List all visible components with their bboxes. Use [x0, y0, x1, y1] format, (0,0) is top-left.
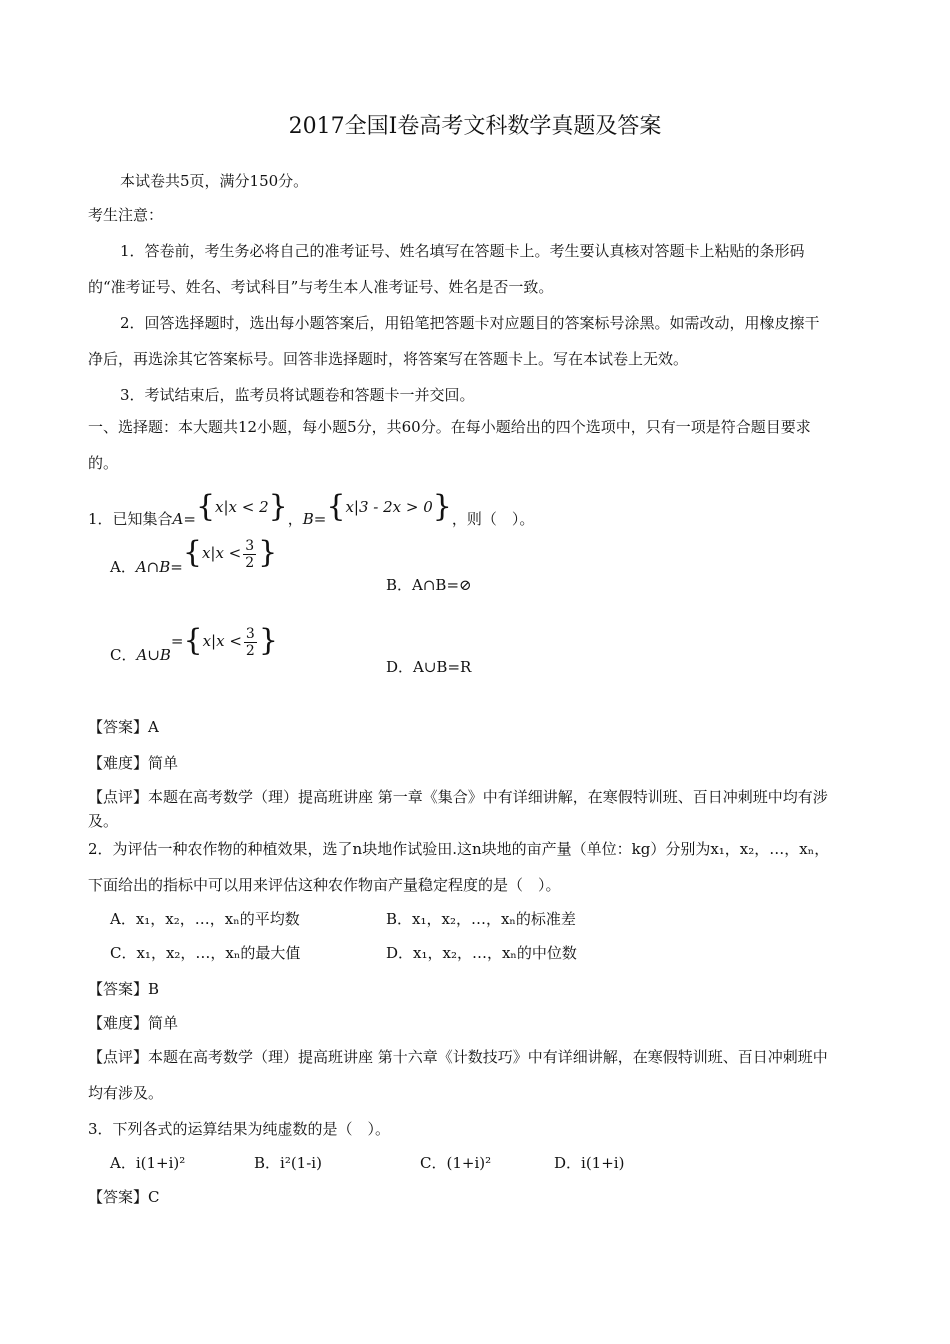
q1-option-c: C．A∪B={x|x < $\frac{3}{2}$ }	[110, 623, 278, 664]
notice-1b: 的“准考证号、姓名、考试科目”与考生本人准考证号、姓名是否一致。	[88, 278, 554, 296]
section1-heading-a: 一、选择题：本大题共12小题，每小题5分，共60分。在每小题给出的四个选项中，只有一项是符合题目要求	[88, 418, 811, 436]
q1-difficulty: 【难度】简单	[88, 754, 179, 772]
notice-1a: 1．答卷前，考生务必将自己的准考证号、姓名填写在答题卡上。考生要认真核对答题卡上粘贴的条形码	[120, 242, 805, 260]
q2-stem-a: 2．为评估一种农作物的种植效果，选了n块地作试验田.这n块地的亩产量（单位：kg）分别为x₁，x₂，…，xₙ，	[88, 840, 830, 858]
notice-heading: 考生注意：	[88, 206, 164, 224]
page-title: 2017全国Ⅰ卷高考文科数学真题及答案	[288, 114, 662, 139]
q3-answer: 【答案】C	[88, 1188, 160, 1206]
q1-set-b: x|3 - 2x > 0	[345, 498, 433, 516]
notice-2a: 2．回答选择题时，选出每小题答案后，用铅笔把答题卡对应题目的答案标号涂黑。如需改动，用橡皮擦干	[120, 314, 820, 332]
q3-option-a: A．i(1+i)²	[110, 1154, 186, 1172]
q1-set-a: x|x < 2	[215, 498, 269, 516]
section1-heading-b: 的。	[88, 454, 119, 472]
q3-option-d: D．i(1+i)	[554, 1154, 625, 1172]
q2-comment-b: 均有涉及。	[88, 1084, 164, 1102]
q3-stem: 3．下列各式的运算结果为纯虚数的是（ ）。	[88, 1120, 391, 1138]
notice-3: 3．考试结束后，监考员将试题卷和答题卡一并交回。	[120, 386, 475, 404]
q2-difficulty: 【难度】简单	[88, 1014, 179, 1032]
notice-2b: 净后，再选涂其它答案标号。回答非选择题时，将答案写在答题卡上。写在本试卷上无效。	[88, 350, 689, 368]
q2-stem-b: 下面给出的指标中可以用来评估这种农作物亩产量稳定程度的是（ ）。	[88, 876, 561, 894]
q1-option-d: D．A∪B=R	[386, 658, 472, 676]
q1-comment-b: 及。	[88, 812, 119, 830]
q2-option-a: A．x₁，x₂，…，xₙ的平均数	[110, 910, 300, 928]
q1-comment-a: 【点评】本题在高考数学（理）提高班讲座 第一章《集合》中有详细讲解，在寒假特训班、百日冲刺班中均有涉	[88, 788, 828, 806]
q1-option-b: B．A∩B=⊘	[386, 576, 472, 594]
q2-answer: 【答案】B	[88, 980, 160, 998]
q1-option-a: A．A∩B={x|x < $\frac{3}{2}$ }	[110, 535, 278, 576]
q2-option-d: D．x₁，x₂，…，xₙ的中位数	[386, 944, 577, 962]
q3-option-b: B．i²(1-i)	[254, 1154, 322, 1172]
q1-answer: 【答案】A	[88, 718, 159, 736]
q2-comment-a: 【点评】本题在高考数学（理）提高班讲座 第十六章《计数技巧》中有详细讲解，在寒假特训班、百日冲刺班中	[88, 1048, 828, 1066]
q1-stem: 1．已知集合A={x|x < 2}，B={x|3 - 2x > 0}，则（ ）。	[88, 489, 535, 528]
q2-option-c: C．x₁，x₂，…，xₙ的最大值	[110, 944, 301, 962]
q3-option-c: C．(1+i)²	[420, 1154, 492, 1172]
q2-option-b: B．x₁，x₂，…，xₙ的标准差	[386, 910, 576, 928]
intro-text: 本试卷共5页，满分150分。	[120, 172, 309, 190]
